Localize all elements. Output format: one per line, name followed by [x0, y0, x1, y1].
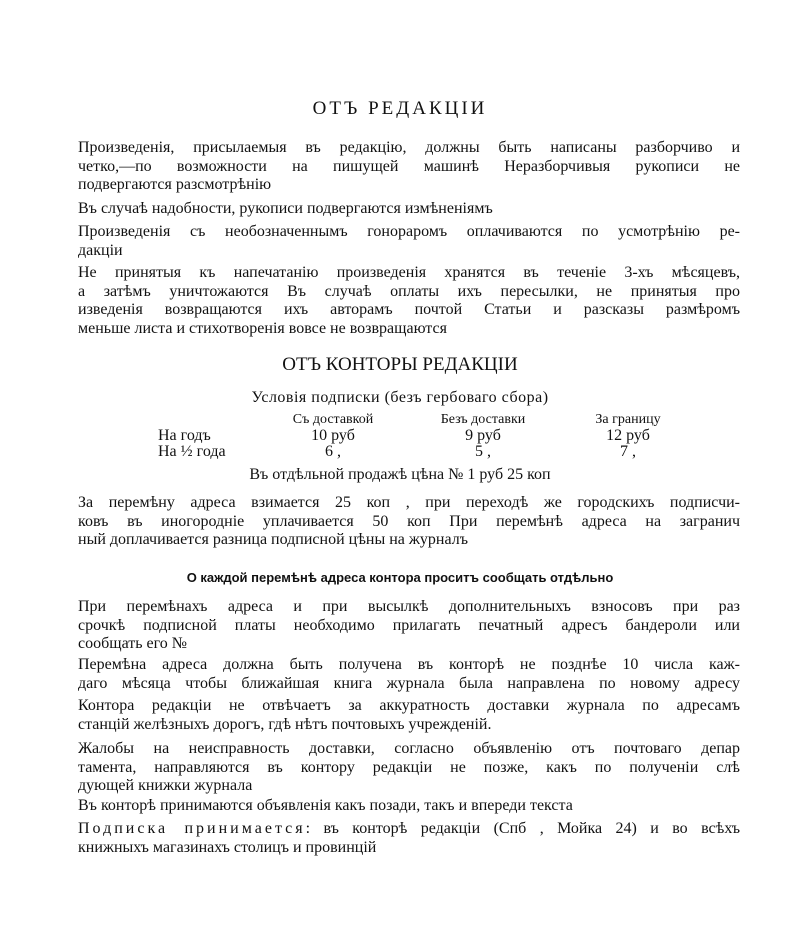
office-title: ОТЪ КОНТОРЫ РЕДАКЦІИ: [282, 354, 518, 375]
table-cell: 5 ,: [475, 443, 491, 460]
text-line: а затѣмъ уничтожаются Въ случаѣ оплаты ихъ пересылки, не принятыя про: [78, 282, 740, 300]
text-line: станцій желѣзныхъ дорогъ, гдѣ нѣтъ почтовыхъ учрежденій.: [78, 715, 492, 733]
row-label: На годъ: [158, 427, 211, 444]
table-cell: 12 руб: [606, 427, 650, 444]
table-cell: 6 ,: [325, 443, 341, 460]
office-paragraph-deadline: [78, 656, 740, 693]
office-paragraph-subscription-places: [78, 820, 740, 857]
table-row: [158, 428, 688, 444]
table-header-row: [158, 412, 688, 428]
text-line: срочкѣ подписной платы необходимо прилагать печатный адресъ бандероли или: [78, 616, 740, 634]
single-issue-price: Въ отдѣльной продажѣ цѣна № 1 руб 25 коп: [249, 466, 551, 483]
text-line: При перемѣнахъ адреса и при высылкѣ дополнительныхъ взносовъ при раз: [78, 598, 740, 615]
column-header: Безъ доставки: [440, 412, 526, 427]
table-cell: 7 ,: [620, 443, 636, 460]
editorial-title: ОТЪ РЕДАКЦІИ: [312, 98, 488, 119]
office-paragraph-complaints: [78, 740, 740, 796]
editorial-paragraph-fees: [78, 223, 740, 260]
text-line: книжныхъ магазинахъ столицъ и провинцій: [78, 838, 377, 856]
text-line: ный доплачивается разница подписной цѣны на журналъ: [78, 531, 468, 548]
text-line: подвергаются разсмотрѣнію: [78, 176, 272, 193]
table-row: [158, 444, 688, 460]
subscription-heading: Условія подписки (безъ гербоваго сбора): [251, 389, 549, 406]
text-line: Не принятыя къ напечатанію произведенія хранятся въ теченіе 3-хъ мѣсяцевъ,: [78, 264, 740, 281]
text-line: тамента, направляются въ контору редакціи не позже, какъ по полученіи слѣ: [78, 758, 740, 776]
table-cell: 9 руб: [465, 427, 501, 444]
table-cell: 10 руб: [311, 427, 355, 444]
bold-notice: О каждой перемѣнѣ адреса контора проситъ сообщать отдѣльно: [186, 570, 614, 585]
text-line: даго мѣсяца чтобы ближайшая книга журнала была направлена по новому адресу: [78, 674, 740, 692]
text-line: четко,—по возможности на пишущей машинѣ Неразборчивыя рукописи не: [78, 157, 740, 175]
text-line: Контора редакціи не отвѣчаетъ за аккуратность доставки журнала по адресамъ: [78, 697, 740, 714]
text-line: Перемѣна адреса должна быть получена въ конторѣ не позднѣе 10 числа каж-: [78, 656, 740, 673]
text-line: Жалобы на неисправность доставки, согласно объявленію отъ почтоваго депар: [78, 740, 740, 757]
text-line: изведенія возвращаются ихъ авторамъ почтой Статьи и разсказы размѣромъ: [78, 301, 740, 318]
text-line: дакціи: [78, 241, 123, 259]
text-span: : въ конторѣ редакціи (Спб , Мойка 24) и во всѣхъ: [305, 820, 740, 837]
office-paragraph-address-change: [78, 494, 740, 550]
text-line: Произведенія съ необозначеннымъ гонораромъ оплачиваются по усмотрѣнію ре-: [78, 223, 740, 240]
text-line: [78, 820, 740, 839]
text-line: меньше листа и стихотворенія вовсе не возвращаются: [78, 319, 447, 337]
editorial-paragraph-changes: [78, 200, 740, 219]
text-line: дующей книжки журнала: [78, 777, 253, 794]
text-line: сообщать его №: [78, 635, 188, 652]
text-line: ковъ въ иногородніе уплачивается 50 коп При перемѣнѣ адреса на загранич: [78, 512, 740, 530]
office-paragraph-remittance: [78, 598, 740, 654]
text-line: Произведенія, присылаемыя въ редакцію, должны быть написаны разборчиво и: [78, 139, 740, 156]
editorial-paragraph-manuscripts: [78, 139, 740, 195]
text-line: За перемѣну адреса взимается 25 коп , при переходѣ же городскихъ подписчи-: [78, 494, 740, 511]
spaced-lead: Подписка принимается: [78, 820, 306, 837]
column-header: За границу: [595, 412, 661, 427]
column-header: Съ доставкой: [292, 412, 374, 427]
text-line: Въ случаѣ надобности, рукописи подвергаются измѣненіямъ: [78, 200, 493, 217]
text-line: Въ конторѣ принимаются объявленія какъ позади, такъ и впереди текста: [78, 797, 573, 814]
office-paragraph-ads: [78, 797, 740, 816]
office-paragraph-railway: [78, 697, 740, 734]
editorial-paragraph-storage: [78, 264, 740, 338]
subscription-rates-table: [158, 412, 688, 460]
row-label: На ½ года: [158, 443, 226, 460]
